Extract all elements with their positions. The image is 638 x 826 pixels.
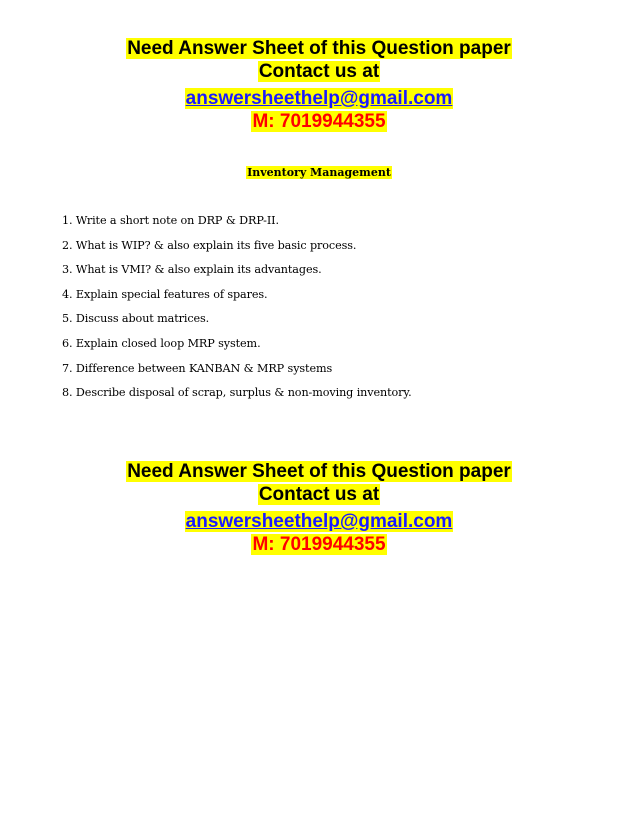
banner-contact-text: Contact us at xyxy=(258,484,380,505)
question-item: 4. Explain special features of spares. xyxy=(62,287,268,301)
banner-heading-text: Need Answer Sheet of this Question paper xyxy=(127,461,511,482)
question-item: 7. Difference between KANBAN & MRP systems xyxy=(62,361,333,375)
banner-email-line xyxy=(0,510,638,533)
document-title xyxy=(0,166,638,180)
banner-heading-text: Need Answer Sheet of this Question paper xyxy=(127,38,511,59)
banner-contact-text: Contact us at xyxy=(258,61,380,82)
banner-heading-line-1 xyxy=(0,37,638,60)
contact-banner-bottom xyxy=(0,460,638,556)
banner-phone-line xyxy=(0,110,638,133)
banner-heading-line-1 xyxy=(0,460,638,483)
contact-email-link[interactable]: answersheethelp@gmail.com xyxy=(185,511,453,532)
banner-phone-line xyxy=(0,533,638,556)
banner-heading-line-2 xyxy=(0,60,638,83)
contact-email-link[interactable]: answersheethelp@gmail.com xyxy=(185,88,453,109)
question-item: 3. What is VMI? & also explain its advantages. xyxy=(62,263,322,277)
contact-phone-number: M: 7019944355 xyxy=(252,111,386,132)
question-item: 1. Write a short note on DRP & DRP-II. xyxy=(62,214,279,227)
question-item: 2. What is WIP? & also explain its five basic process. xyxy=(62,238,357,252)
question-item: 6. Explain closed loop MRP system. xyxy=(62,336,261,350)
contact-banner-top xyxy=(0,37,638,133)
document-title-text: Inventory Management xyxy=(247,166,391,179)
question-item: 5. Discuss about matrices. xyxy=(62,312,210,326)
contact-phone-number: M: 7019944355 xyxy=(252,534,386,555)
question-item: 8. Describe disposal of scrap, surplus & non-moving inventory. xyxy=(62,386,412,400)
question-list xyxy=(62,214,602,411)
banner-email-line xyxy=(0,87,638,110)
banner-heading-line-2 xyxy=(0,483,638,506)
